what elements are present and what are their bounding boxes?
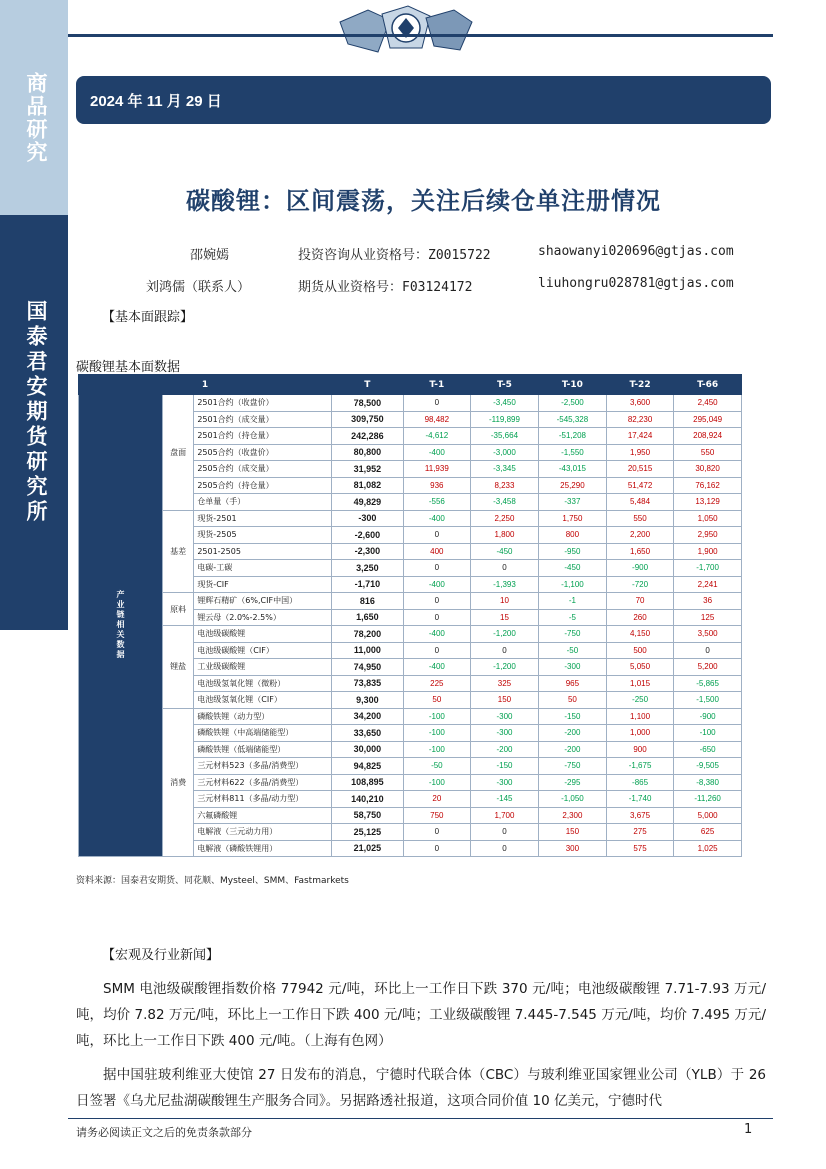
row-change-value: -300: [471, 725, 539, 742]
row-item-label: 2505合约（收盘价）: [194, 444, 332, 461]
sidebar-institute-label: 国泰君安期货研究所: [24, 300, 49, 525]
col-header-t66: T-66: [674, 375, 742, 395]
report-title: 碳酸锂：区间震荡，关注后续仓单注册情况: [186, 186, 661, 215]
row-item-label: 电池级碳酸锂: [194, 626, 332, 643]
row-item-label: 现货-2501: [194, 510, 332, 527]
table-row: [79, 510, 742, 527]
row-change-value: -3,450: [471, 395, 539, 412]
row-value-t: 58,750: [332, 807, 404, 824]
row-change-value: 98,482: [403, 411, 470, 428]
row-change-value: 325: [471, 675, 539, 692]
row-value-t: 3,250: [332, 560, 404, 577]
row-change-value: -9,505: [674, 758, 742, 775]
row-item-label: 2505合约（持仓量）: [194, 477, 332, 494]
row-change-value: 51,472: [606, 477, 673, 494]
row-change-value: -400: [403, 626, 470, 643]
row-item-label: 磷酸铁锂（中高端储能型）: [194, 725, 332, 742]
subgroup-label: 原料: [163, 593, 194, 626]
row-item-label: 磷酸铁锂（低端储能型）: [194, 741, 332, 758]
row-change-value: 1,900: [674, 543, 742, 560]
row-change-value: 300: [538, 840, 606, 857]
row-change-value: 2,241: [674, 576, 742, 593]
row-item-label: 电解液（磷酸铁锂用）: [194, 840, 332, 857]
row-change-value: 1,800: [471, 527, 539, 544]
section-heading-news: 【宏观及行业新闻】: [102, 948, 220, 963]
row-change-value: -650: [674, 741, 742, 758]
row-change-value: 0: [471, 560, 539, 577]
subgroup-label: 消费: [163, 708, 194, 857]
row-change-value: 150: [538, 824, 606, 841]
row-change-value: 5,000: [674, 807, 742, 824]
row-change-value: -8,380: [674, 774, 742, 791]
row-change-value: 0: [403, 840, 470, 857]
col-header-t22: T-22: [606, 375, 673, 395]
subgroup-label: 盘面: [163, 395, 194, 511]
row-item-label: 仓单量（手）: [194, 494, 332, 511]
row-value-t: 108,895: [332, 774, 404, 791]
row-value-t: 74,950: [332, 659, 404, 676]
row-change-value: 5,484: [606, 494, 673, 511]
row-change-value: -100: [674, 725, 742, 742]
row-change-value: -145: [471, 791, 539, 808]
table-row: [79, 708, 742, 725]
table-header-row: [79, 375, 742, 395]
row-value-t: 9,300: [332, 692, 404, 709]
row-change-value: 0: [403, 560, 470, 577]
row-change-value: 575: [606, 840, 673, 857]
report-date: 2024 年 11 月 29 日: [90, 93, 222, 110]
row-change-value: 25,290: [538, 477, 606, 494]
col-header-t5: T-5: [471, 375, 539, 395]
row-item-label: 2501合约（收盘价）: [194, 395, 332, 412]
row-change-value: 2,950: [674, 527, 742, 544]
row-change-value: 0: [403, 824, 470, 841]
row-change-value: 1,015: [606, 675, 673, 692]
row-change-value: 50: [538, 692, 606, 709]
row-change-value: -2,500: [538, 395, 606, 412]
table-row: [79, 626, 742, 643]
news-paragraph-2: 据中国驻玻利维亚大使馆 27 日发布的消息，宁德时代联合体（CBC）与玻利维亚国家锂业公司（YLB）于 26 日签署《乌尤尼盐湖碳酸锂生产服务合同》。另据路透社报道，这项合同价值 10 亿美元，宁德时代: [76, 1067, 766, 1109]
row-change-value: 1,700: [471, 807, 539, 824]
row-value-t: 31,952: [332, 461, 404, 478]
row-change-value: -865: [606, 774, 673, 791]
author-name-1: 邵婉嫣: [190, 248, 230, 263]
row-change-value: 0: [403, 593, 470, 610]
row-change-value: -51,208: [538, 428, 606, 445]
row-change-value: 0: [674, 642, 742, 659]
row-change-value: 900: [606, 741, 673, 758]
row-change-value: -1,550: [538, 444, 606, 461]
row-change-value: -1,700: [674, 560, 742, 577]
row-value-t: 242,286: [332, 428, 404, 445]
row-change-value: 70: [606, 593, 673, 610]
row-change-value: 11,939: [403, 461, 470, 478]
row-change-value: 15: [471, 609, 539, 626]
row-value-t: 816: [332, 593, 404, 610]
row-change-value: -400: [403, 659, 470, 676]
row-change-value: -400: [403, 444, 470, 461]
row-change-value: 1,650: [606, 543, 673, 560]
row-value-t: 34,200: [332, 708, 404, 725]
col-header-t: T: [332, 375, 404, 395]
row-change-value: -300: [471, 708, 539, 725]
row-value-t: -2,600: [332, 527, 404, 544]
row-change-value: -150: [538, 708, 606, 725]
row-change-value: 1,050: [674, 510, 742, 527]
author-cert-2: 期货从业资格号：F03124172: [298, 280, 473, 295]
row-change-value: 13,129: [674, 494, 742, 511]
section-heading-fundamentals: 【基本面跟踪】: [102, 310, 194, 325]
group-label: 产业链相关数据: [116, 589, 125, 660]
row-change-value: 82,230: [606, 411, 673, 428]
header-rule: [68, 34, 773, 37]
row-change-value: 208,924: [674, 428, 742, 445]
row-change-value: -950: [538, 543, 606, 560]
row-change-value: -1,200: [471, 626, 539, 643]
row-item-label: 电解液（三元动力用）: [194, 824, 332, 841]
row-change-value: 3,600: [606, 395, 673, 412]
row-change-value: -900: [674, 708, 742, 725]
row-change-value: 1,750: [538, 510, 606, 527]
row-change-value: -750: [538, 626, 606, 643]
row-item-label: 锂辉石精矿（6%,CIF中国）: [194, 593, 332, 610]
row-change-value: -450: [538, 560, 606, 577]
row-change-value: 750: [403, 807, 470, 824]
row-change-value: -200: [471, 741, 539, 758]
row-change-value: 20,515: [606, 461, 673, 478]
row-change-value: -1,050: [538, 791, 606, 808]
author-name-2: 刘鸿儒（联系人）: [146, 280, 251, 295]
row-value-t: 78,200: [332, 626, 404, 643]
row-change-value: 2,450: [674, 395, 742, 412]
row-change-value: 30,820: [674, 461, 742, 478]
row-change-value: 0: [403, 609, 470, 626]
row-change-value: -1,393: [471, 576, 539, 593]
row-item-label: 2505合约（成交量）: [194, 461, 332, 478]
row-item-label: 电碳-工碳: [194, 560, 332, 577]
date-banner: [76, 76, 771, 124]
row-change-value: 8,233: [471, 477, 539, 494]
row-change-value: -1: [538, 593, 606, 610]
row-change-value: 2,250: [471, 510, 539, 527]
row-change-value: -400: [403, 510, 470, 527]
row-change-value: 3,500: [674, 626, 742, 643]
data-source-note: 资料来源：国泰君安期货、同花顺、Mysteel、SMM、Fastmarkets: [76, 876, 349, 886]
row-change-value: -100: [403, 774, 470, 791]
row-change-value: 500: [606, 642, 673, 659]
row-value-t: 25,125: [332, 824, 404, 841]
row-change-value: 400: [403, 543, 470, 560]
row-change-value: 0: [471, 642, 539, 659]
row-change-value: 4,150: [606, 626, 673, 643]
row-change-value: -750: [538, 758, 606, 775]
fundamentals-table: [78, 374, 742, 857]
subgroup-label: 锂盐: [163, 626, 194, 709]
row-change-value: -556: [403, 494, 470, 511]
row-change-value: -1,675: [606, 758, 673, 775]
col-header-t10: T-10: [538, 375, 606, 395]
row-change-value: -300: [471, 774, 539, 791]
row-change-value: -720: [606, 576, 673, 593]
row-value-t: 80,800: [332, 444, 404, 461]
diamond-logo-icon: [330, 4, 480, 62]
col-header-t1: T-1: [403, 375, 470, 395]
row-value-t: -1,710: [332, 576, 404, 593]
row-change-value: -150: [471, 758, 539, 775]
row-change-value: -35,664: [471, 428, 539, 445]
row-change-value: 125: [674, 609, 742, 626]
row-change-value: -450: [471, 543, 539, 560]
row-change-value: -5: [538, 609, 606, 626]
row-change-value: -50: [403, 758, 470, 775]
row-item-label: 电池级氢氧化锂（微粉）: [194, 675, 332, 692]
row-change-value: 0: [471, 824, 539, 841]
row-value-t: 1,650: [332, 609, 404, 626]
row-value-t: -300: [332, 510, 404, 527]
row-change-value: -43,015: [538, 461, 606, 478]
footer-rule: [68, 1118, 773, 1119]
row-change-value: 1,025: [674, 840, 742, 857]
row-change-value: 0: [403, 642, 470, 659]
author-email-1[interactable]: shaowanyi020696@gtjas.com: [538, 244, 734, 259]
row-value-t: -2,300: [332, 543, 404, 560]
row-value-t: 33,650: [332, 725, 404, 742]
row-change-value: -50: [538, 642, 606, 659]
row-change-value: 225: [403, 675, 470, 692]
row-change-value: 936: [403, 477, 470, 494]
author-cert-1: 投资咨询从业资格号：Z0015722: [298, 248, 491, 263]
row-change-value: 275: [606, 824, 673, 841]
row-change-value: 550: [674, 444, 742, 461]
row-change-value: 800: [538, 527, 606, 544]
row-change-value: 2,200: [606, 527, 673, 544]
table-row: [79, 593, 742, 610]
row-change-value: 20: [403, 791, 470, 808]
row-change-value: -1,100: [538, 576, 606, 593]
row-change-value: -3,345: [471, 461, 539, 478]
sidebar-category-label: 商品研究: [24, 72, 49, 164]
row-change-value: -200: [538, 725, 606, 742]
table-title: 碳酸锂基本面数据: [76, 360, 181, 375]
row-value-t: 78,500: [332, 395, 404, 412]
row-item-label: 磷酸铁锂（动力型）: [194, 708, 332, 725]
row-value-t: 309,750: [332, 411, 404, 428]
row-item-label: 三元材料811（多晶/动力型）: [194, 791, 332, 808]
row-item-label: 电池级碳酸锂（CIF）: [194, 642, 332, 659]
row-change-value: -400: [403, 576, 470, 593]
row-change-value: -1,200: [471, 659, 539, 676]
row-change-value: 10: [471, 593, 539, 610]
row-change-value: 5,200: [674, 659, 742, 676]
row-change-value: 295,049: [674, 411, 742, 428]
col-header-item: 1: [79, 375, 332, 395]
row-change-value: 550: [606, 510, 673, 527]
group-label-cell: [79, 395, 163, 857]
row-item-label: 电池级氢氧化锂（CIF）: [194, 692, 332, 709]
row-value-t: 73,835: [332, 675, 404, 692]
row-change-value: 260: [606, 609, 673, 626]
row-change-value: -3,458: [471, 494, 539, 511]
row-change-value: 965: [538, 675, 606, 692]
row-change-value: 0: [403, 395, 470, 412]
row-change-value: 17,424: [606, 428, 673, 445]
row-item-label: 现货-CIF: [194, 576, 332, 593]
row-change-value: -119,899: [471, 411, 539, 428]
row-item-label: 三元材料622（多晶/消费型）: [194, 774, 332, 791]
row-change-value: 5,050: [606, 659, 673, 676]
row-change-value: -545,328: [538, 411, 606, 428]
row-change-value: 3,675: [606, 807, 673, 824]
page-number: 1: [744, 1122, 753, 1137]
row-value-t: 11,000: [332, 642, 404, 659]
row-value-t: 49,829: [332, 494, 404, 511]
row-change-value: 2,300: [538, 807, 606, 824]
row-item-label: 2501合约（持仓量）: [194, 428, 332, 445]
row-change-value: -100: [403, 708, 470, 725]
row-change-value: 625: [674, 824, 742, 841]
row-change-value: -1,500: [674, 692, 742, 709]
row-item-label: 三元材料523（多晶/消费型）: [194, 758, 332, 775]
row-change-value: 1,100: [606, 708, 673, 725]
row-change-value: -295: [538, 774, 606, 791]
row-change-value: 76,162: [674, 477, 742, 494]
row-value-t: 21,025: [332, 840, 404, 857]
row-change-value: -900: [606, 560, 673, 577]
row-item-label: 锂云母（2.0%-2.5%）: [194, 609, 332, 626]
row-change-value: -300: [538, 659, 606, 676]
row-item-label: 现货-2505: [194, 527, 332, 544]
row-item-label: 六氟磷酸锂: [194, 807, 332, 824]
row-change-value: 0: [471, 840, 539, 857]
row-item-label: 2501合约（成交量）: [194, 411, 332, 428]
row-change-value: 50: [403, 692, 470, 709]
row-change-value: -3,000: [471, 444, 539, 461]
row-value-t: 94,825: [332, 758, 404, 775]
row-change-value: -5,865: [674, 675, 742, 692]
table-row: [79, 395, 742, 412]
row-change-value: -100: [403, 725, 470, 742]
row-change-value: -4,612: [403, 428, 470, 445]
row-change-value: 150: [471, 692, 539, 709]
row-value-t: 81,082: [332, 477, 404, 494]
row-change-value: -250: [606, 692, 673, 709]
row-item-label: 工业级碳酸锂: [194, 659, 332, 676]
row-change-value: -1,740: [606, 791, 673, 808]
author-email-2[interactable]: liuhongru028781@gtjas.com: [538, 276, 734, 291]
row-item-label: 2501-2505: [194, 543, 332, 560]
row-change-value: 0: [403, 527, 470, 544]
row-change-value: 36: [674, 593, 742, 610]
row-change-value: -100: [403, 741, 470, 758]
row-change-value: -337: [538, 494, 606, 511]
row-value-t: 140,210: [332, 791, 404, 808]
footer-disclaimer: 请务必阅读正文之后的免责条款部分: [76, 1126, 252, 1139]
row-change-value: 1,950: [606, 444, 673, 461]
subgroup-label: 基差: [163, 510, 194, 593]
row-change-value: -11,260: [674, 791, 742, 808]
row-change-value: 1,000: [606, 725, 673, 742]
row-value-t: 30,000: [332, 741, 404, 758]
news-paragraph-1: SMM 电池级碳酸锂指数价格 77942 元/吨，环比上一工作日下跌 370 元/吨；电池级碳酸锂 7.71-7.93 万元/吨，均价 7.82 万元/吨，环比上一工作日下跌 400 元/吨；工业级碳酸锂 7.445-7.545 万元/吨，均价 7.495 万元/吨，环比上一工作日下跌 400 元/吨。（上海有色网）: [76, 981, 766, 1049]
row-change-value: -200: [538, 741, 606, 758]
